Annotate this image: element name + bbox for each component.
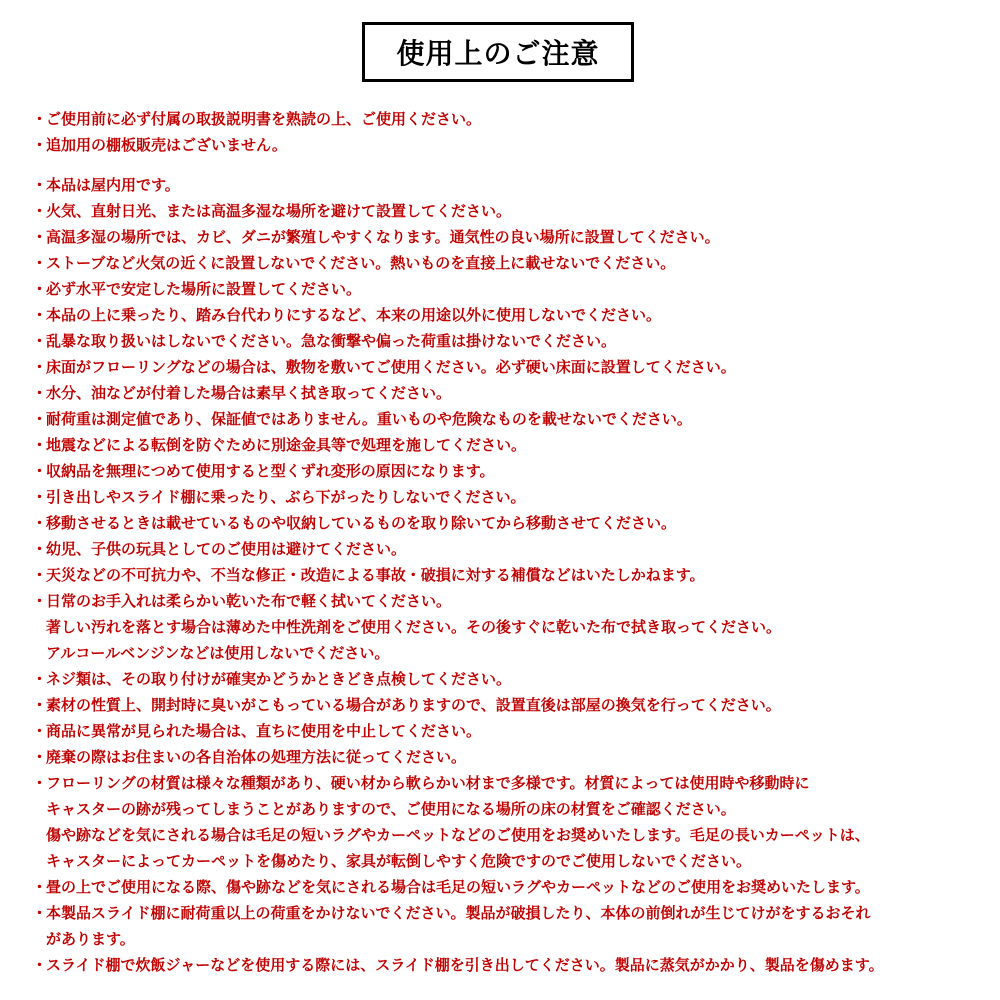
caution-item: [32, 536, 992, 562]
bullet-mark: ・: [32, 410, 48, 428]
caution-text-line: 素材の性質上、開封時に臭いがこもっている場合がありますので、設置直後は部屋の換気を行ってください。: [46, 696, 781, 714]
caution-text-line: 本製品スライド棚に耐荷重以上の荷重をかけないでください。製品が破損したり、本体の前倒れが生じてけがをするおそれ: [46, 904, 871, 922]
bullet-mark: ・: [32, 722, 48, 740]
bullet-mark: ・: [32, 514, 48, 532]
caution-text-line: 本品の上に乗ったり、踏み台代わりにするなど、本来の用途以外に使用しないでください。: [46, 306, 662, 324]
caution-text-line: キャスターの跡が残ってしまうことがありますので、ご使用になる場所の床の材質をご確認ください。: [46, 800, 736, 818]
bullet-mark: ・: [32, 670, 48, 688]
caution-item: [32, 276, 992, 302]
caution-text-line: 引き出しやスライド棚に乗ったり、ぶら下がったりしないでください。: [46, 488, 526, 506]
bullet-mark: ・: [32, 436, 48, 454]
bullet-mark: ・: [32, 176, 48, 194]
bullet-mark: ・: [32, 280, 48, 298]
caution-text-line: 本品は屋内用です。: [46, 176, 180, 194]
bullet-mark: ・: [32, 904, 48, 922]
caution-text-line: 収納品を無理につめて使用すると型くずれ変形の原因になります。: [46, 462, 495, 480]
caution-item: [32, 250, 992, 276]
bullet-mark: ・: [32, 110, 48, 128]
caution-item: [32, 588, 992, 666]
caution-item: [32, 106, 992, 132]
bullet-mark: ・: [32, 462, 48, 480]
caution-text-line: 追加用の棚板販売はございません。: [46, 136, 287, 154]
caution-text-line: 移動させるときは載せているものや収納しているものを取り除いてから移動させてください。: [46, 514, 677, 532]
caution-text-line: ご使用前に必ず付属の取扱説明書を熟読の上、ご使用ください。: [46, 110, 482, 128]
bullet-mark: ・: [32, 384, 48, 402]
caution-text-line: 高温多湿の場所では、カビ、ダニが繁殖しやすくなります。通気性の良い場所に設置してください。: [46, 228, 720, 246]
caution-text-line: 幼児、子供の玩具としてのご使用は避けてください。: [46, 540, 407, 558]
bullet-mark: ・: [32, 254, 48, 272]
caution-text-line: 日常のお手入れは柔らかい乾いた布で軽く拭いてください。: [46, 592, 452, 610]
caution-item: [32, 380, 992, 406]
bullet-mark: ・: [32, 748, 48, 766]
bullet-mark: ・: [32, 566, 48, 584]
caution-item: [32, 692, 992, 718]
caution-item: [32, 874, 992, 900]
bullet-mark: ・: [32, 228, 48, 246]
caution-text-line: 床面がフローリングなどの場合は、敷物を敷いてご使用ください。必ず硬い床面に設置してください。: [46, 358, 736, 376]
bullet-mark: ・: [32, 488, 48, 506]
caution-item: [32, 224, 992, 250]
caution-text-line: 商品に異常が見られた場合は、直ちに使用を中止してください。: [46, 722, 482, 740]
caution-item: [32, 328, 992, 354]
caution-text-line: フローリングの材質は様々な種類があり、硬い材から軟らかい材まで多様です。材質によっては使用時や移動時に: [46, 774, 810, 792]
caution-text-line: スライド棚で炊飯ジャーなどを使用する際には、スライド棚を引き出してください。製品に蒸気がかかり、製品を傷めます。: [46, 956, 884, 974]
caution-text-line: 乱暴な取り扱いはしないでください。急な衝撃や偏った荷重は掛けないでください。: [46, 332, 617, 350]
bullet-mark: ・: [32, 878, 48, 896]
caution-text-line: 地震などによる転倒を防ぐために別途金具等で処理を施してください。: [46, 436, 527, 454]
caution-item: [32, 562, 992, 588]
bullet-mark: ・: [32, 696, 48, 714]
caution-item: [32, 666, 992, 692]
caution-item: [32, 198, 992, 224]
caution-text-line: 火気、直射日光、または高温多湿な場所を避けて設置してください。: [46, 202, 512, 220]
caution-item: [32, 770, 992, 874]
caution-item: [32, 172, 992, 198]
caution-text-line: 畳の上でご使用になる際、傷や跡などを気にされる場合は毛足の短いラグやカーペットなどのご使用をお奨めいたします。: [46, 878, 870, 896]
bullet-mark: ・: [32, 306, 48, 324]
caution-text-line: 天災などの不可抗力や、不当な修正・改造による事故・破損に対する補償などはいたしかねます。: [46, 566, 705, 584]
caution-item: [32, 432, 992, 458]
bullet-mark: ・: [32, 774, 48, 792]
caution-text-line: 傷や跡などを気にされる場合は毛足の短いラグやカーペットなどのご使用をお奨めいたします。毛足の長いカーペットは、: [46, 826, 870, 844]
caution-item: [32, 406, 992, 432]
caution-text-line: ストーブなど火気の近くに設置しないでください。熱いものを直接上に載せないでください。: [46, 254, 676, 272]
page-title: 使用上のご注意: [396, 37, 600, 70]
caution-text-line: 廃棄の際はお住まいの各自治体の処理方法に従ってください。: [46, 748, 467, 766]
caution-text-line: 水分、油などが付着した場合は素早く拭き取ってください。: [46, 384, 452, 402]
bullet-mark: ・: [32, 202, 48, 220]
caution-item: [32, 302, 992, 328]
caution-item: [32, 458, 992, 484]
bullet-mark: ・: [32, 332, 48, 350]
caution-text-line: があります。: [46, 930, 135, 948]
caution-item: [32, 354, 992, 380]
caution-item: [32, 900, 992, 952]
caution-item: [32, 510, 992, 536]
bullet-mark: ・: [32, 358, 48, 376]
bullet-mark: ・: [32, 136, 48, 154]
caution-list: [32, 106, 992, 978]
caution-text-line: ネジ類は、その取り付けが確実かどうかときどき点検してください。: [46, 670, 512, 688]
bullet-mark: ・: [32, 592, 48, 610]
caution-text-line: キャスターによってカーペットを傷めたり、家具が転倒しやすく危険ですのでご使用しないでください。: [46, 852, 752, 870]
bullet-mark: ・: [32, 956, 48, 974]
caution-item: [32, 484, 992, 510]
caution-text-line: 必ず水平で安定した場所に設置してください。: [46, 280, 362, 298]
caution-item: [32, 132, 992, 158]
caution-text-line: 著しい汚れを落とす場合は薄めた中性洗剤をご使用ください。その後すぐに乾いた布で拭き取ってください。: [46, 618, 782, 636]
caution-item: [32, 952, 992, 978]
caution-text-line: 耐荷重は測定値であり、保証値ではありません。重いものや危険なものを載せないでください。: [46, 410, 692, 428]
caution-item: [32, 718, 992, 744]
caution-text-line: アルコールベンジンなどは使用しないでください。: [46, 644, 390, 662]
caution-item: [32, 744, 992, 770]
bullet-mark: ・: [32, 540, 48, 558]
title-box: [362, 22, 634, 82]
